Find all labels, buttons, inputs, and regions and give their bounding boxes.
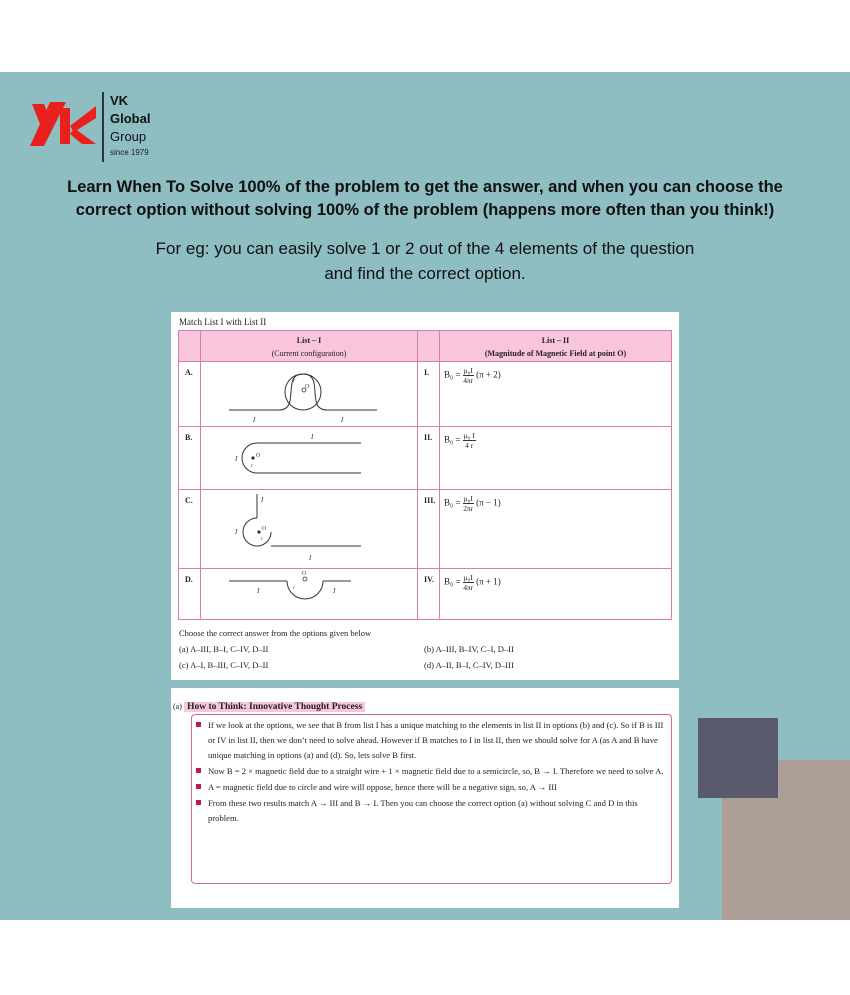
svg-text:I: I [309, 554, 312, 562]
svg-text:r: r [293, 378, 296, 384]
headline-line2: correct option without solving 100% of the problem (happens more often than you think!) [75, 201, 775, 219]
brand-line2: Global [110, 111, 151, 126]
solution-point: Now B = 2 × magnetic field due to a straight wire + 1 × magnetic field due to a semicircle, so, B → I. Therefore we need to solve A. [208, 764, 667, 779]
solution-point: A = magnetic field due to circle and wire will oppose, hence there will be a negative sign, so, A → III [208, 780, 667, 795]
table-row [179, 362, 672, 427]
diagram-d [201, 569, 418, 620]
answer-options [179, 625, 673, 673]
option-a: (a) A–III, B–I, C–IV, D–II [179, 644, 269, 654]
row-num: III. [418, 490, 440, 569]
circuit-diagram-b [201, 427, 417, 487]
formula-iv: B₀ = $\frac{\text{μ₀I}}{4\pi r}$ (π + 1) [440, 569, 672, 620]
subheadline [0, 236, 850, 286]
headline-line1: Learn When To Solve 100% of the problem to get the answer, and when you can choose the [67, 178, 783, 196]
solution-heading [173, 701, 365, 712]
headline [0, 176, 850, 222]
option-b: (b) A–III, B–IV, C–I, D–II [424, 644, 514, 654]
solution-point: From these two results match A → III and B → I. Then you can choose the correct option (a) without solving C and D in this problem. [208, 796, 667, 826]
option-c: (c) A–I, B–III, C–IV, D–II [179, 660, 269, 670]
option-d: (d) A–II, B–I, C–IV, D–III [424, 660, 514, 670]
row-label: C. [179, 490, 201, 569]
formula-i: B₀ = $\frac{\text{μ₀I}}{4\pi r}$ (π + 2) [440, 362, 672, 427]
circuit-diagram-a [201, 362, 417, 424]
question-card [171, 312, 679, 680]
brand-line3: Group [110, 129, 147, 144]
decor-block-dark [698, 718, 778, 798]
row-num: I. [418, 362, 440, 427]
logo-divider [102, 92, 104, 162]
svg-text:I: I [235, 528, 238, 536]
subline-line1: For eg: you can easily solve 1 or 2 out of the 4 elements of the question [155, 239, 695, 258]
brand-line1: VK [110, 93, 129, 108]
list2-header: List – II (Magnitude of Magnetic Field at point O) [440, 331, 672, 362]
svg-text:r: r [261, 536, 264, 542]
diagram-a [201, 362, 418, 427]
solution-box [191, 714, 672, 884]
match-table [178, 330, 672, 620]
solution-point: If we look at the options, we see that B from list I has a unique matching to the elements in list II in options (b) and (c). So if B is III or IV in list II, then we don’t need to solve ahead. However if B matches to I in list II, then we should solve for A (as A and B have unique matching in options (a) and (d). So, lets solve B first. [208, 718, 667, 763]
table-row [179, 490, 672, 569]
table-row [179, 427, 672, 490]
solution-title: How to Think: Innovative Thought Process [184, 702, 365, 712]
svg-text:I: I [235, 455, 238, 463]
brand-since: since 1979 [110, 148, 149, 157]
row-num: IV. [418, 569, 440, 620]
solution-card [171, 688, 679, 908]
svg-text:I: I [311, 433, 314, 441]
table-row [179, 569, 672, 620]
solution-label: (a) [173, 702, 182, 711]
diagram-c [201, 490, 418, 569]
row-label: A. [179, 362, 201, 427]
svg-text:I: I [257, 587, 260, 595]
question-title: Match List I with List II [179, 317, 267, 327]
svg-text:I: I [261, 496, 264, 504]
subline-line2: and find the correct option. [324, 264, 526, 283]
svg-text:O: O [302, 571, 307, 577]
row-label: B. [179, 427, 201, 490]
svg-text:O: O [256, 453, 261, 459]
svg-text:O: O [305, 384, 310, 390]
row-label: D. [179, 569, 201, 620]
row-num: II. [418, 427, 440, 490]
options-prompt: Choose the correct answer from the options given below [179, 628, 372, 638]
brand-name [110, 92, 150, 160]
diagram-b [201, 427, 418, 490]
formula-iii: B₀ = $\frac{\text{μ₀I}}{2\pi r}$ (π − 1) [440, 490, 672, 569]
vk-logo-icon [30, 98, 98, 150]
formula-ii: B₀ = $\frac{\text{μ₀ I}}{4 r}$ [440, 427, 672, 490]
svg-text:r: r [293, 585, 296, 591]
svg-text:I: I [253, 416, 256, 424]
circuit-diagram-d [201, 569, 417, 617]
circuit-diagram-c [201, 490, 417, 566]
svg-text:I: I [333, 587, 336, 595]
svg-text:O: O [262, 526, 267, 532]
list1-header: List – I (Current configuration) [201, 331, 418, 362]
svg-text:r: r [251, 463, 254, 469]
brand-logo [30, 92, 170, 164]
svg-text:I: I [341, 416, 344, 424]
